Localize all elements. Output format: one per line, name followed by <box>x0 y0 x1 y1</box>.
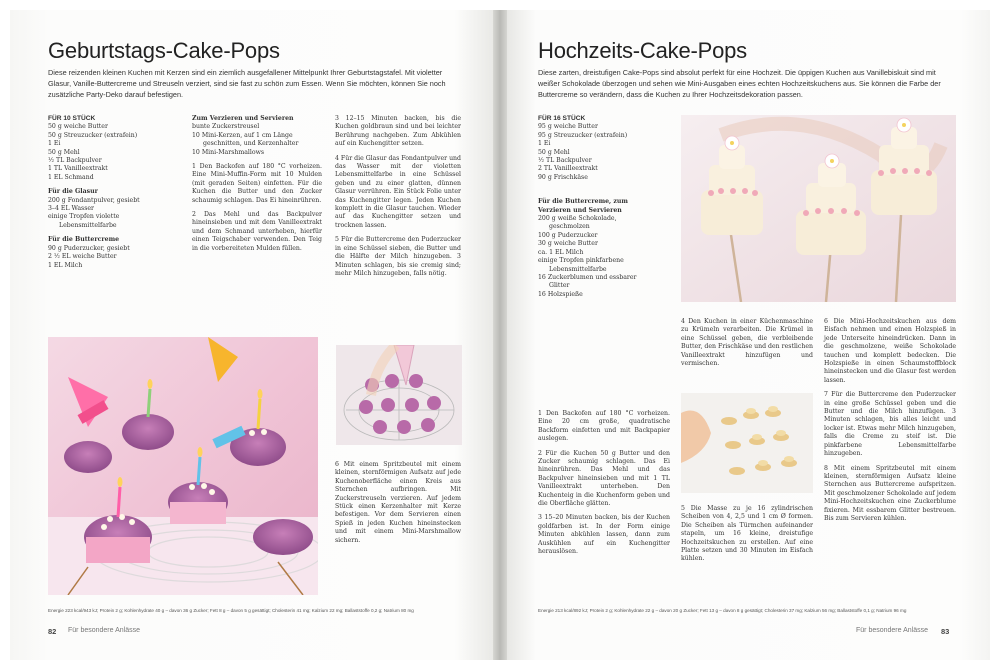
ingredient: 16 Holzspieße <box>538 290 583 298</box>
ingredient: 90 g Puderzucker, gesiebt <box>48 244 130 252</box>
ingredient: 50 g Streuzucker (extrafein) <box>48 131 138 139</box>
method-step: 4 Den Kuchen in einer Küchenmaschine zu Krümeln verarbeiten. Die Krümel in eine Schüssel geben, die verbleibende Butter, den Frischkäse und den restlichen Vanilleextrakt hinzufügen und vermischen. <box>681 318 813 368</box>
right-intro: Diese zarten, dreistufigen Cake-Pops sind absolut perfekt für eine Hochzeit. Die üppigen Kuchen aus Vanillebiskuit sind mit weißer Schokolade überzogen und sehen wie Mini-Ausgaben eines echten Hochzeitskuchens aus. Sie können die Farbe der Buttercreme so verändern, dass die Kuchen zu Ihrer Hochzeitsdekoration passen. <box>538 68 941 100</box>
left-nutrition-info: Energie 223 kcal/943 kJ; Protein 2 g; Kohlenhydrate 40 g – davon 36 g Zucker; Fett 8 g – davon 5 g gesättigt; Cholesterin 41 mg; Kalzium 22 mg; Ballaststoffe 0,2 g; Natrium 80 mg <box>48 608 414 613</box>
method-step: 1 Den Backofen auf 180 °C vorheizen. Eine Mini-Muffin-Form mit 10 Mulden (mit geraden Seiten) einfetten. Für die Kuchen die Butter und den Zucker schaumig schlagen. Das Ei hineinrühren. <box>192 163 322 204</box>
method-step: 2 Für die Kuchen 50 g Butter und den Zucker schaumig schlagen. Das Ei hineinrühren. Das Mehl und das Backpulver hineinsieben und mit 1 TL Vanilleextrakt unterheben. Den Kuchenteig in die Kuchenform geben und die Oberfläche glätten. <box>538 449 670 508</box>
book-gutter <box>493 10 507 660</box>
ingredient: einige Tropfen violette <box>48 213 120 221</box>
ingredient: geschmolzen <box>549 223 590 231</box>
ingredient: 1 Ei <box>538 140 551 148</box>
wedding-cake-pops-photo <box>681 115 956 302</box>
ingredient: ½ TL Backpulver <box>538 157 592 165</box>
ingredient: 95 g weiche Butter <box>538 123 598 131</box>
method-step: 7 Für die Buttercreme den Puderzucker in eine große Schüssel geben und die Butter und die Milch hinzufügen. 3 Minuten schlagen, bis alles leicht und locker ist. Etwas mehr Milch hinzugeben, falls die Creme zu steif ist. Die pinkfarbene Lebensmittelfarbe hinzugeben. <box>824 391 956 458</box>
ingredient: 95 g Streuzucker (extrafein) <box>538 131 628 139</box>
servings-heading: FÜR 10 STÜCK <box>48 115 96 122</box>
birthday-cake-pops-photo <box>48 337 318 595</box>
right-method-col3 <box>824 318 956 529</box>
ingredient: Glitter <box>549 282 570 290</box>
ingredient: einige Tropfen pinkfarbene <box>538 257 624 265</box>
method-step: 6 Mit einem Spritzbeutel mit einem kleinen, sternförmigen Aufsatz auf jede Kuchenoberfläche einen Kreis aus Sternchen aufbringen. Mit Zuckerstreuseln verzieren. Auf jedem Stück einen Kerzenhalter mit Kerze befestigen. Vor dem Servieren einen Spieß in jeden Kuchen hineinstecken und mit einem Mini-Marshmallow sichern. <box>335 461 461 544</box>
left-page-title: Geburtstags-Cake-Pops <box>48 38 280 63</box>
right-section-name: Für besondere Anlässe <box>856 627 928 634</box>
right-page-title: Hochzeits-Cake-Pops <box>538 38 747 63</box>
method-step: 3 15–20 Minuten backen, bis der Kuchen goldfarben ist. In der Form einige Minuten abkühlen lassen, dann zum Auskühlen auf ein Kuchengitter herauslösen. <box>538 514 670 556</box>
method-step: 1 Den Backofen auf 180 °C vorheizen. Eine 20 cm große, quadratische Backform einfetten und mit Backpapier auslegen. <box>538 410 670 443</box>
ingredient: ca. 1 EL Milch <box>538 248 584 256</box>
ingredient: 200 g Fondantpulver, gesiebt <box>48 196 140 204</box>
right-page-number: 83 <box>941 627 950 636</box>
left-page-number: 82 <box>48 627 57 636</box>
ingredient: 16 Zuckerblumen und essbarer <box>538 273 637 281</box>
method-step: 5 Für die Buttercreme den Puderzucker in eine Schüssel sieben, die Butter und die Hälfte der Milch hinzugeben. 3 Minuten schlagen, bis sie cremig sind; mehr Milch hinzugeben, falls nötig. <box>335 236 461 277</box>
glaze-heading: Für die Glasur <box>48 188 98 196</box>
ingredient: 1 EL Milch <box>48 261 83 269</box>
ingredient: 1 EL Schmand <box>48 173 94 181</box>
method-step: 3 12–15 Minuten backen, bis die Kuchen goldbraun sind und bei leichter Berührung nachgeben. Zum Abkühlen auf ein Kuchengitter setzen. <box>335 115 461 148</box>
decoration-heading: Zum Verzieren und Servieren <box>192 115 294 122</box>
method-step: 2 Das Mehl und das Backpulver hineinsieben und mit dem Vanilleextrakt und dem Schmand unterheben, hierfür einen Teigschaber verwenden. Den Teig in die vorbereiteten Mulden füllen. <box>192 211 322 252</box>
buttercream-heading: Für die Buttercreme, zum Verzieren und Servieren <box>538 198 628 214</box>
servings-heading: FÜR 16 STÜCK <box>538 115 586 122</box>
ingredient: 90 g Frischkäse <box>538 173 588 181</box>
left-ingredients-col1 <box>48 115 176 270</box>
method-step: 4 Für die Glasur das Fondantpulver und das Wasser mit der violetten Lebensmittelfarbe in eine Schüssel geben und zu einer glatten, dünnen Glasur verrühren. Ein Stück Folie unter das Kuchengitter legen. Jeden Kuchen komplett in die Glasur tauchen. Wieder auf das Kuchengitter setzen und trocknen lassen. <box>335 154 461 229</box>
ingredient: 50 g Mehl <box>48 148 80 156</box>
right-nutrition-info: Energie 213 kcal/892 kJ; Protein 2 g; Kohlenhydrate 22 g – davon 20 g Zucker; Fett 13 g – davon 8 g gesättigt; Cholesterin 37 mg; Kalzium 56 mg; Ballaststoffe 0,1 g; Natrium 96 mg <box>538 608 907 613</box>
ingredient: 10 Mini-Marshmallows <box>192 148 265 156</box>
ingredient: Lebensmittelfarbe <box>59 221 117 229</box>
ingredient: 30 g weiche Butter <box>538 240 598 248</box>
ingredient: 100 g Puderzucker <box>538 231 598 239</box>
method-step: 8 Mit einem Spritzbeutel mit einem kleinen, sternförmigen Aufsatz kleine Sternchen aus Buttercreme aufspritzen. Mit geschmolzener Schokolade auf jedem Mini-Hochzeitskuchen eine Zuckerblume fixieren. Mit essbarem Glitter bestreuen. Bis zum Servieren kühlen. <box>824 464 956 522</box>
ingredient: geschnitten, und Kerzenhalter <box>203 140 299 148</box>
method-step: 5 Die Masse zu je 16 zylindrischen Scheiben von 4, 2,5 und 1 cm Ø formen. Die Scheiben als Türmchen aufeinander stapeln, um 16 kleine, dreistufige Hochzeitskuchen zu erstellen. Auf eine Platte setzen und 30 Minuten im Eisfach kühlen. <box>681 505 813 563</box>
ingredient: 50 g Mehl <box>538 148 570 156</box>
ingredient: 2 ½ EL weiche Butter <box>48 253 117 261</box>
right-ingredients-col1 <box>538 115 670 299</box>
ingredient: 3–4 EL Wasser <box>48 205 95 213</box>
ingredient: 200 g weiße Schokolade, <box>538 215 617 223</box>
left-section-name: Für besondere Anlässe <box>68 627 140 634</box>
buttercream-heading: Für die Buttercreme <box>48 236 120 244</box>
ingredient: 1 Ei <box>48 140 61 148</box>
left-ingredients-col2 <box>192 115 322 259</box>
right-method-col2-bottom <box>681 505 813 570</box>
ingredient: 10 Mini-Kerzen, auf 1 cm Länge <box>192 131 293 139</box>
ingredient: ½ TL Backpulver <box>48 157 102 165</box>
ingredient: 1 TL Vanilleextrakt <box>48 165 108 173</box>
left-method-col3 <box>335 115 461 284</box>
left-intro: Diese reizenden kleinen Kuchen mit Kerzen sind ein ziemlich ausgefallener Mittelpunkt Ihrer Geburtstagstafel. Mit violetter Glasur, Vanille-Buttercreme und Streuseln verziert, sind sie fast zu schön zum Essen. Wenn Sie möchten, können Sie noch zusätzliche Party-Deko darauf befestigen. <box>48 68 446 100</box>
left-method-step6 <box>335 461 461 551</box>
ingredient: 2 TL Vanilleextrakt <box>538 165 598 173</box>
piping-cake-pops-photo <box>336 345 462 445</box>
ingredient: bunte Zuckerstreusel <box>192 123 260 131</box>
stacking-cakes-photo <box>681 393 813 493</box>
right-method-col1 <box>538 410 670 563</box>
ingredient: Lebensmittelfarbe <box>549 265 607 273</box>
method-step: 6 Die Mini-Hochzeitskuchen aus dem Eisfach nehmen und einen Holzspieß in jede Unterseite hineindrücken. Dann in die geschmolzene, weiße Schokolade tauchen und komplett bedecken. Die Holzspieße in einen Schaumstoffblock hineinstecken und die Glasur fest werden lassen. <box>824 318 956 384</box>
right-method-col2-top <box>681 318 813 374</box>
ingredient: 50 g weiche Butter <box>48 123 108 131</box>
